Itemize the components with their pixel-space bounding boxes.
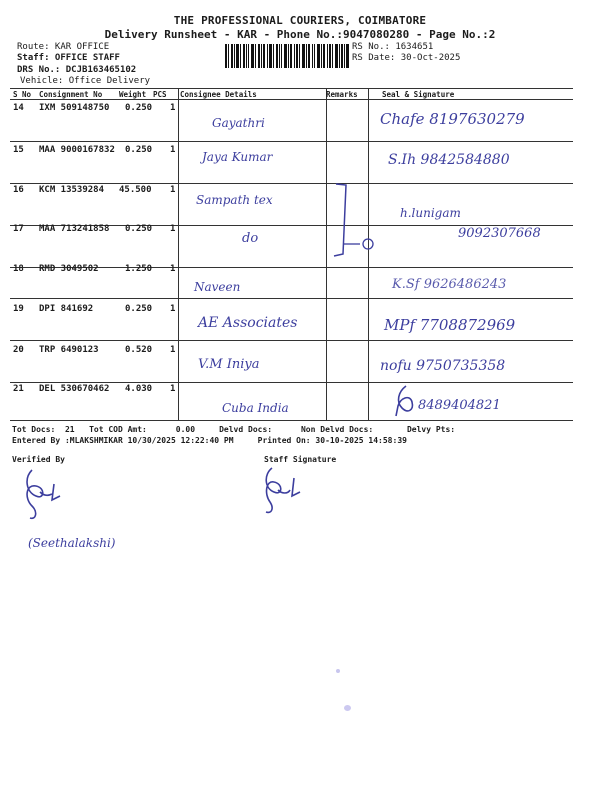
row-pcs: 1	[170, 185, 176, 195]
drs-number: DRS No.: DCJB163465102	[17, 65, 137, 75]
verified-by-label: Verified By	[12, 455, 65, 464]
row-seal-handwriting: 8489404821	[418, 398, 501, 413]
row-seal-handwriting: MPf 7708872969	[384, 316, 516, 334]
rs-date: RS Date: 30-Oct-2025	[352, 53, 461, 63]
col-remarks: Remarks	[326, 90, 358, 99]
row-seal-handwriting: nofu 9750735358	[380, 358, 506, 374]
row-pcs: 1	[170, 384, 176, 394]
row-consignment: MAA 9000167832	[39, 145, 115, 155]
row-consignment: DPI 841692	[39, 304, 94, 314]
row-seal-handwriting: Chafe 8197630279	[380, 110, 525, 128]
row-sno: 17	[13, 224, 24, 234]
rs-number: RS No.: 1634651	[352, 42, 434, 52]
row-sno: 19	[13, 304, 24, 314]
col-sno: S No	[13, 90, 32, 99]
row-consignee-handwriting: Jaya Kumar	[202, 150, 273, 164]
row-weight: 0.250	[125, 145, 153, 155]
staff-label: Staff: OFFICE STAFF	[17, 53, 120, 63]
scan-speck	[344, 705, 351, 711]
row-seal-handwriting: 9092307668	[458, 226, 541, 241]
row-pcs: 1	[170, 304, 176, 314]
row-consignment: MAA 713241858	[39, 224, 110, 234]
row-pcs: 1	[170, 145, 176, 155]
totals-line: Tot Docs: 21 Tot COD Amt: 0.00 Delvd Docs: Non Delvd Docs: Delvy Pts:	[12, 425, 456, 434]
row-pcs: 1	[170, 103, 176, 113]
barcode-image	[225, 44, 349, 68]
remarks-bracket-mark	[330, 182, 390, 262]
row-sno: 15	[13, 145, 24, 155]
row-consignment: RMD 3049502	[39, 264, 99, 274]
col-pcs: PCS	[153, 90, 167, 99]
row-sno: 14	[13, 103, 24, 113]
row-sno: 21	[13, 384, 24, 394]
row-consignee-handwriting: do	[242, 231, 259, 246]
col-seal: Seal & Signature	[382, 90, 455, 99]
row-consignee-handwriting: AE Associates	[198, 315, 298, 331]
runsheet-subtitle: Delivery Runsheet - KAR - Phone No.:9047080280 - Page No.:2	[104, 28, 496, 41]
verifier-name-handwriting: (Seethalakshi)	[28, 536, 116, 550]
row-sno: 20	[13, 345, 24, 355]
row-consignee-handwriting: Sampath tex	[196, 193, 273, 207]
row-seal-handwriting: h.lunigam	[400, 206, 461, 220]
col-consignment: Consignment No	[39, 90, 103, 99]
company-title: THE PROFESSIONAL COURIERS, COIMBATORE	[173, 14, 427, 27]
row-weight: 0.250	[125, 103, 153, 113]
row-seal-handwriting: K.Sf 9626486243	[392, 277, 507, 292]
col-weight: Weight	[119, 90, 147, 99]
row-pcs: 1	[170, 264, 176, 274]
row-weight: 1.250	[125, 264, 153, 274]
row-pcs: 1	[170, 345, 176, 355]
row-sno: 16	[13, 185, 24, 195]
row-sno: 18	[13, 264, 24, 274]
col-consignee: Consignee Details	[180, 90, 257, 99]
row-weight: 4.030	[125, 384, 153, 394]
route-label: Route: KAR OFFICE	[17, 42, 110, 52]
row-seal-handwriting: S.Ih 9842584880	[388, 152, 510, 168]
row-pcs: 1	[170, 224, 176, 234]
row-weight: 0.250	[125, 224, 153, 234]
row-consignee-handwriting: Cuba India	[222, 401, 289, 415]
row-consignee-handwriting: Gayathri	[212, 116, 265, 130]
staff-signature-label: Staff Signature	[264, 455, 337, 464]
staff-signature	[260, 464, 310, 516]
row-consignee-handwriting: Naveen	[194, 280, 241, 294]
row-consignment: KCM 13539284	[39, 185, 105, 195]
verifier-signature	[22, 466, 72, 524]
scan-speck	[336, 669, 340, 673]
row-weight: 0.250	[125, 304, 153, 314]
row-weight: 0.520	[125, 345, 153, 355]
row-weight: 45.500	[119, 185, 152, 195]
entered-printed-line: Entered By :MLAKSHMIKAR 10/30/2025 12:22:40 PM Printed On: 30-10-2025 14:58:39	[12, 436, 407, 445]
vehicle-label: Vehicle: Office Delivery	[20, 76, 151, 86]
row-consignee-handwriting: V.M Iniya	[198, 357, 260, 372]
row21-seal-scribble	[392, 384, 420, 418]
row-consignment: DEL 530670462	[39, 384, 110, 394]
row-consignment: IXM 509148750	[39, 103, 110, 113]
row-consignment: TRP 6490123	[39, 345, 99, 355]
